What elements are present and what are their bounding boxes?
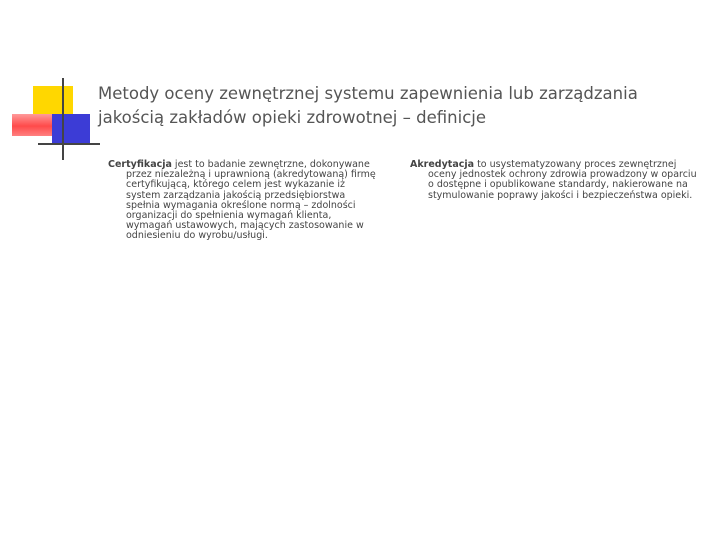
definition-term: Certyfikacja (108, 159, 172, 170)
decor-red-square (12, 114, 56, 136)
decor-vertical-line (62, 78, 64, 160)
definition-text: to usystematyzowany proces zewnętrznej oceny jednostek ochrony zdrowia prowadzony w oparciu o dostępne i opublikowane standardy, nakierowane na stymulowanie poprawy jakości i bezpieczeństwa opieki. (428, 159, 697, 201)
definition-text: jest to badanie zewnętrzne, dokonywane przez niezależną i uprawnioną (akredytowaną) firmę certyfikującą, którego celem jest wykazanie iż system zarządzania jakością przedsiębiorstwa spełnia wymagania określone normą – zdolności organizacji do spełnienia wymagań klienta, wymagań ustawowych, mających zastosowanie w odniesieniu do wyrobu/usługi. (126, 159, 376, 242)
definition-accreditation (410, 160, 705, 201)
definition-certification (108, 160, 378, 242)
definition-paragraph (108, 160, 378, 242)
definition-paragraph (410, 160, 705, 201)
decor-horizontal-line (38, 143, 100, 145)
definition-term: Akredytacja (410, 159, 475, 170)
slide-title: Metody oceny zewnętrznej systemu zapewnienia lub zarządzania jakością zakładów opieki zdrowotnej – definicje (98, 84, 638, 127)
decor-blue-square (52, 114, 90, 144)
